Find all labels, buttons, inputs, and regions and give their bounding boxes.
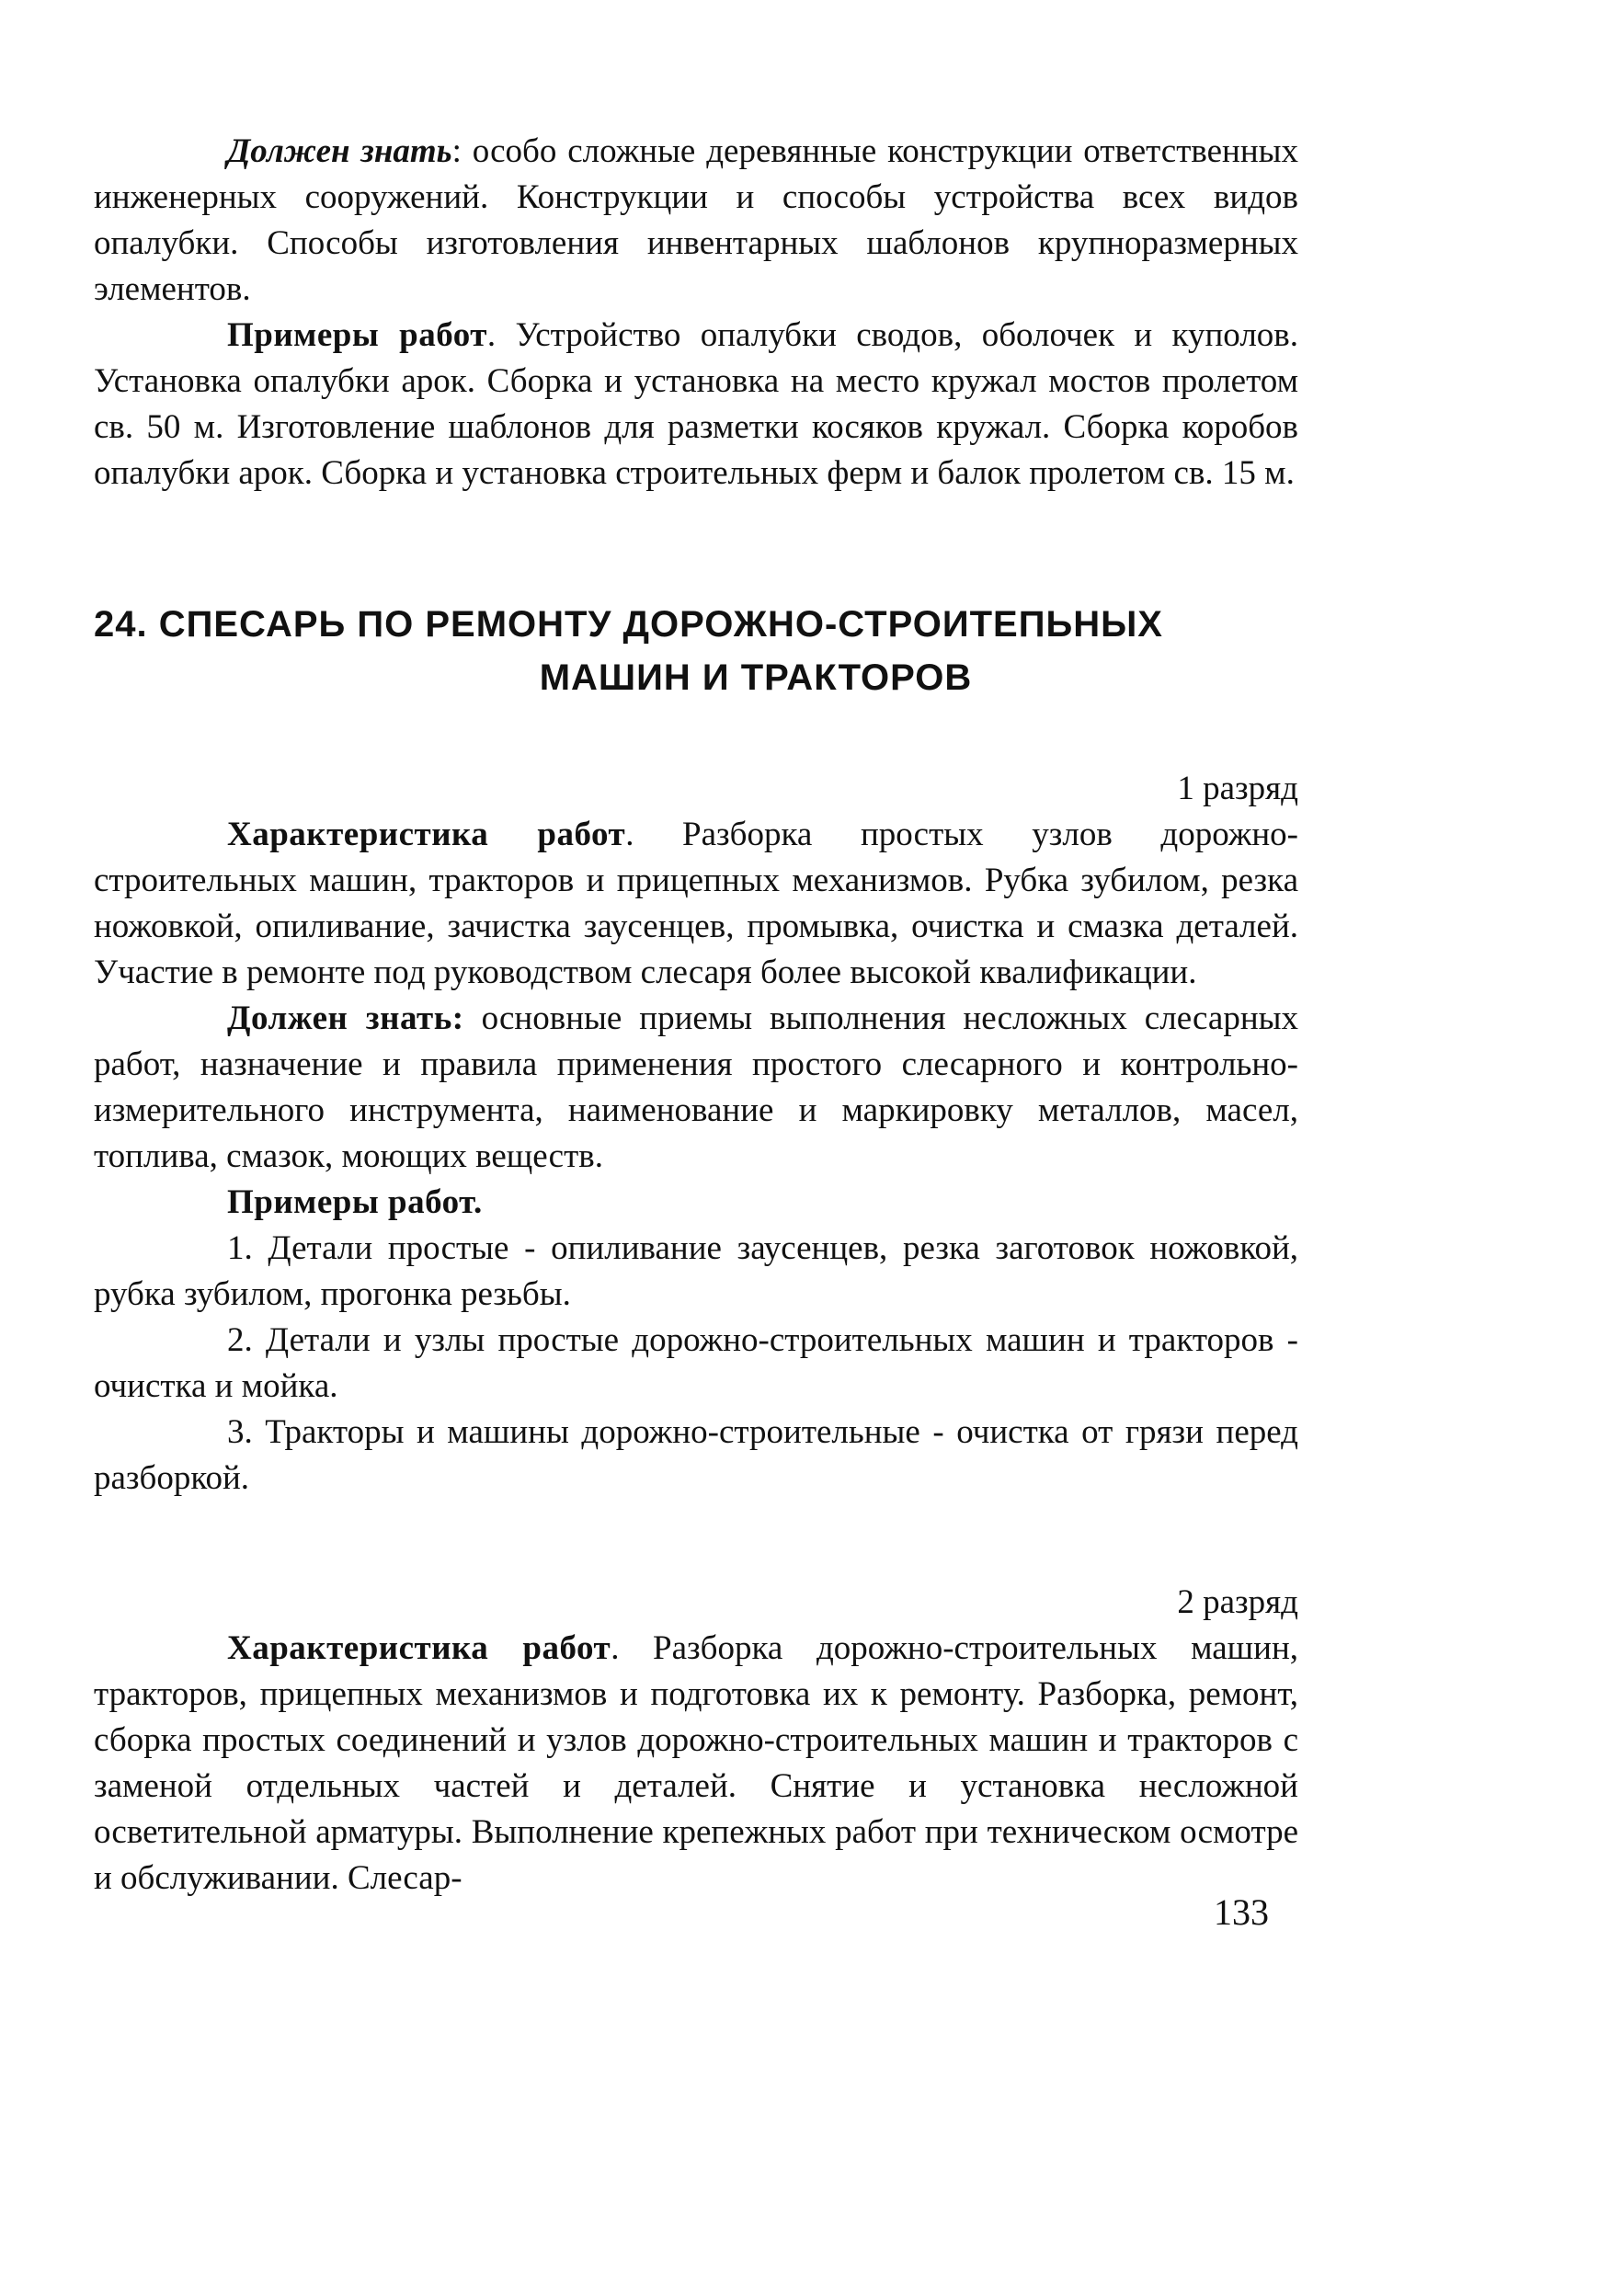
grade-2-characteristics — [94, 1626, 1298, 1902]
grade-1-char-text: . Разборка простых узлов дорожно-строительных машин, тракторов и прицепных механизмов. Рубка зубилом, резка ножовкой, опиливание, зачистка заусенцев, промывка, очистка и смазка деталей. Участие в ремонте под руководством слесаря более высокой квалификации. — [94, 816, 1299, 991]
page-number: 133 — [1214, 1891, 1269, 1933]
must-know-paragraph — [94, 129, 1298, 313]
grade-1-know-lead: Должен знать: — [227, 1000, 464, 1037]
examples-paragraph — [94, 313, 1298, 497]
grade-2-block — [94, 1580, 1298, 1902]
grade-1-char-lead: Характеристика работ — [227, 816, 626, 853]
grade-1-know-text: основные приемы выполнения несложных слесарных работ, назначение и правила применения простого слесарного и контрольно-измерительного инструмента, наименование и маркировку металлов, масел, топлива, смазок, моющих веществ. — [94, 1000, 1298, 1175]
grade-1-must-know — [94, 996, 1298, 1180]
grade-2-char-text: . Разборка дорожно-строительных машин, тракторов, прицепных механизмов и подготовка их к ремонту. Разборка, ремонт, сборка простых соединений и узлов дорожно-строительных машин и тракторов с заменой отдельных частей и деталей. Снятие и установка несложной осветительной арматуры. Выполнение крепежных работ при техническом осмотре и обслуживании. Слесар- — [94, 1629, 1299, 1897]
grade-2-label: 2 разряд — [1177, 1583, 1298, 1621]
grade-1-block — [94, 766, 1298, 1502]
grade-1-example-3: 3. Тракторы и машины дорожно-строительные - очистка от грязи перед разборкой. — [94, 1413, 1298, 1497]
grade-1-examples-heading — [94, 1180, 1298, 1226]
grade-2-char-lead: Характеристика работ — [227, 1629, 611, 1667]
grade-1-examples-lead: Примеры работ. — [227, 1183, 483, 1221]
section-title-line2: МАШИН И ТРАКТОРОВ — [539, 657, 973, 698]
section-title-line1: СПЕСАРЬ ПО РЕМОНТУ ДОРОЖНО-СТРОИТЕПЬНЫХ — [158, 604, 1163, 645]
examples-lead: Примеры работ — [227, 316, 487, 354]
section-heading — [94, 598, 1298, 704]
grade-1-example-2: 2. Детали и узлы простые дорожно-строительных машин и тракторов - очистка и мойка. — [94, 1321, 1298, 1405]
examples-text: . Устройство опалубки сводов, оболочек и куполов. Установка опалубки арок. Сборка и установка на место кружал мостов пролетом св. 50 м. Изготовление шаблонов для разметки косяков кружал. Сборка коробов опалубки арок. Сборка и установка строительных ферм и балок пролетом св. 15 м. — [94, 316, 1298, 492]
grade-1-label: 1 разряд — [1177, 770, 1298, 807]
section-heading-line1 — [94, 598, 1298, 651]
must-know-lead: Должен знать — [227, 132, 452, 170]
grade-1-characteristics — [94, 812, 1298, 996]
must-know-text: : особо сложные деревянные конструкции ответственных инженерных сооружений. Конструкции и способы устройства всех видов опалубки. Способы изготовления инвентарных шаблонов крупноразмерных элементов. — [94, 132, 1299, 308]
section-number: 24. — [94, 604, 148, 645]
previous-section-continuation — [94, 129, 1298, 497]
grade-1-example-1: 1. Детали простые - опиливание заусенцев, резка заготовок ножовкой, рубка зубилом, прогонка резьбы. — [94, 1229, 1298, 1313]
